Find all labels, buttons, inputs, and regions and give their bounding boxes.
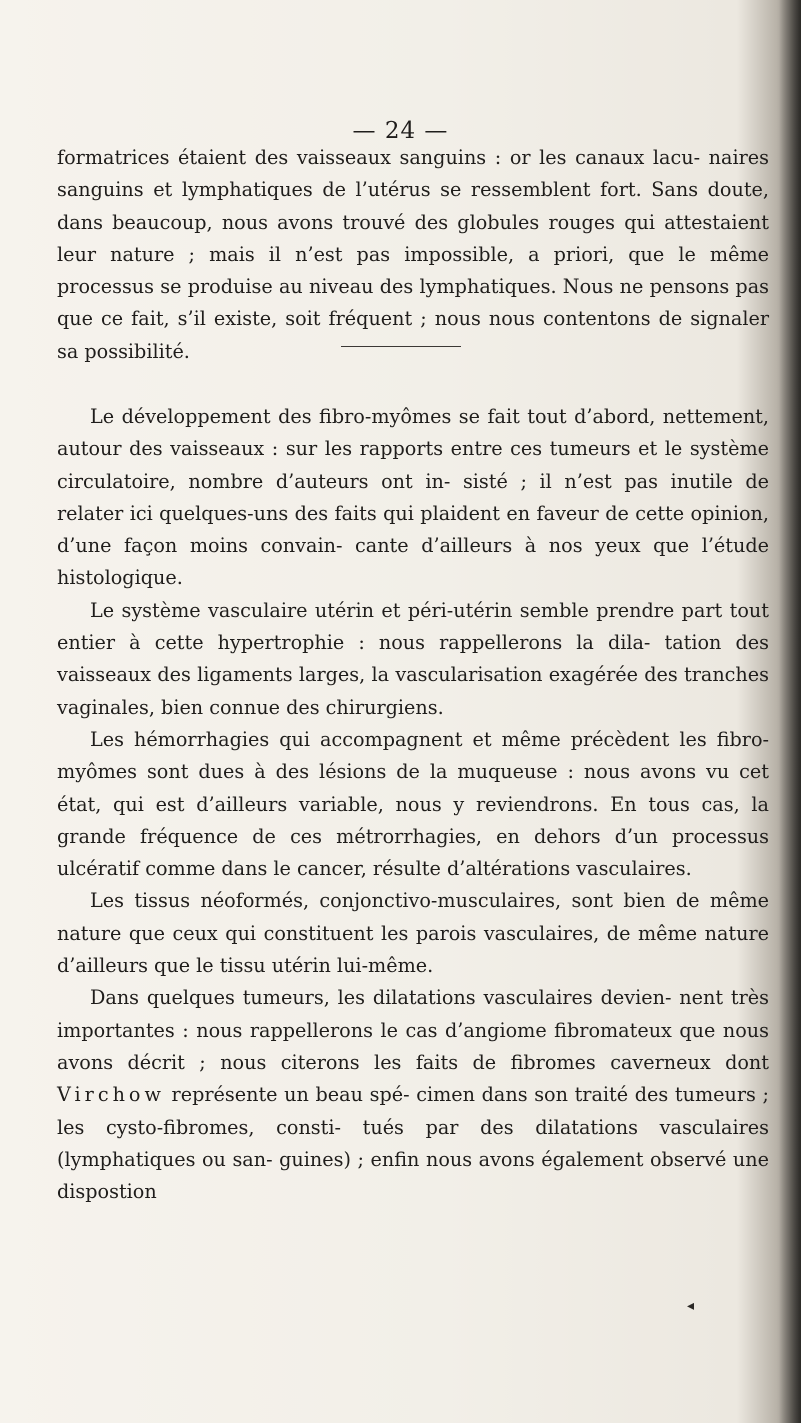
paragraph-text-before: Dans quelques tumeurs, les dilatations vasculaires devien- nent très importantes : nous rappellerons le cas d’angiome fibromateux que nous avons décrit ; nous citerons les faits de fibromes caverneux dont: [57, 986, 769, 1074]
cited-author: Virchow: [57, 1083, 165, 1107]
paragraph-text-after: représente un beau spé- cimen dans son traité des tumeurs ; les cysto-fibromes, consti- tués par des dilatations vasculaires (lymphatiques ou san- guines) ; enfin nous avons également observé une dispostion: [57, 1083, 769, 1204]
page-edge-shadow: [779, 0, 801, 1423]
section-divider: [341, 346, 461, 347]
paragraph-last: [57, 982, 769, 1208]
text-section-2: [57, 401, 769, 1208]
paragraph: Les hémorrhagies qui accompagnent et même précèdent les fibro-myômes sont dues à des lésions de la muqueuse : nous avons vu cet état, qui est d’ailleurs variable, nous y reviendrons. En tous cas, la grande fréquence de ces métrorrhagies, en dehors d’un processus ulcératif comme dans le cancer, résulte d’altérations vasculaires.: [57, 727, 769, 881]
paragraph: Les tissus néoformés, conjonctivo-musculaires, sont bien de même nature que ceux qui constituent les parois vasculaires, de même nature d’ailleurs que le tissu utérin lui-même.: [57, 889, 769, 978]
paragraph: Le système vasculaire utérin et péri-utérin semble prendre part tout entier à cette hypertrophie : nous rappellerons la dila- tation des vaisseaux des ligaments larges, la vascularisation exagérée des tranches vaginales, bien connue des chirurgiens.: [57, 598, 769, 719]
page-number: — 24 —: [352, 118, 449, 144]
paragraph: Le développement des fibro-myômes se fait tout d’abord, nettement, autour des vaisseaux : sur les rapports entre ces tumeurs et le système circulatoire, nombre d’auteurs ont in- sisté ; il n’est pas inutile de relater ici quelques-uns des faits qui plaident en faveur de cette opinion, d’une façon moins convain- cante d’ailleurs à nos yeux que l’étude histologique.: [57, 405, 769, 590]
text-section-1: [57, 142, 769, 368]
paragraph: formatrices étaient des vaisseaux sanguins : or les canaux lacu- naires sanguins et lymphatiques de l’utérus se ressemblent fort. Sans doute, dans beaucoup, nous avons trouvé des globules rouges qui attestaient leur nature ; mais il n’est pas impossible, a priori, que le même processus se produise au niveau des lymphatiques. Nous ne pensons pas que ce fait, s’il existe, soit fréquent ; nous nous contentons de signaler sa possibilité.: [57, 146, 769, 363]
ink-speck: ◂: [687, 1298, 695, 1314]
